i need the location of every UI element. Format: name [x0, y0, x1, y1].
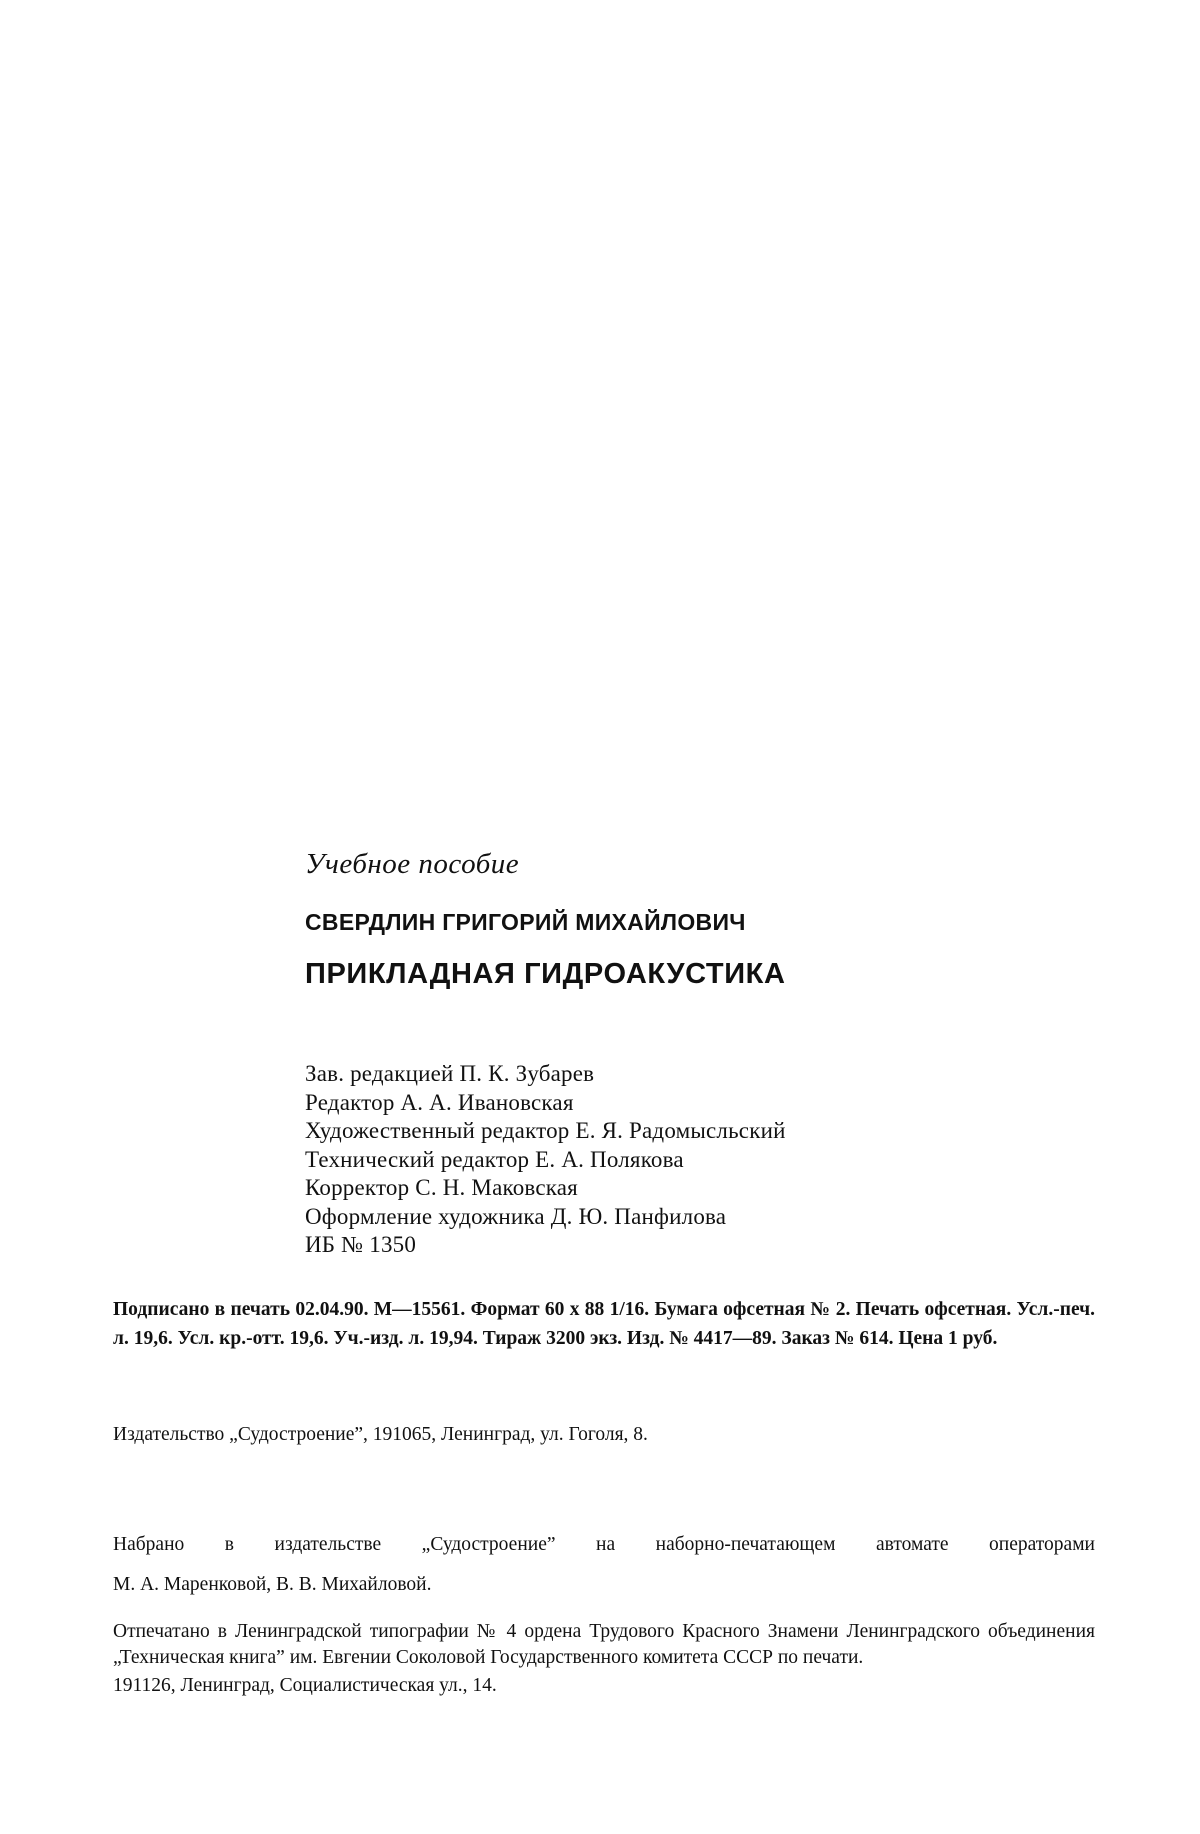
credit-line: Технический редактор Е. А. Полякова — [305, 1146, 684, 1172]
publisher-line: Издательство „Судостроение”, 191065, Ленинград, ул. Гоголя, 8. — [113, 1424, 648, 1445]
author-name: СВЕРДЛИН ГРИГОРИЙ МИХАЙЛОВИЧ — [305, 909, 746, 935]
typeset-operators: М. А. Маренковой, В. В. Михайловой. — [113, 1574, 432, 1595]
imprint-paragraph: Подписано в печать 02.04.90. М—15561. Формат 60 x 88 1/16. Бумага офсетная № 2. Печать офсетная. Усл.-печ. л. 19,6. Усл. кр.-отт. 19,6. Уч.-изд. л. 19,94. Тираж 3200 экз. Изд. № 4417—89. Заказ № 614. Цена 1 руб. — [113, 1299, 1095, 1349]
credit-line: ИБ № 1350 — [305, 1232, 417, 1257]
typeset-note — [113, 1530, 1095, 1599]
printer-address: 191126, Ленинград, Социалистическая ул., 14. — [113, 1675, 497, 1696]
typeset-line: Набрано в издательстве „Судостроение” на наборно-печатающем автомате операторами — [113, 1534, 1095, 1555]
credit-line: Оформление художника Д. Ю. Панфилова — [305, 1203, 727, 1229]
printed-text: Отпечатано в Ленинградской типографии № 4 ордена Трудового Красного Знамени Ленинградского объединения „Техническая книга” им. Евгении Соколовой Государственного комитета СССР по печати. — [113, 1621, 1095, 1668]
printed-note — [113, 1619, 1095, 1699]
credit-line: Художественный редактор Е. Я. Радомысльский — [305, 1118, 786, 1143]
credits-list — [305, 1060, 1065, 1260]
series-label: Учебное пособие — [305, 848, 520, 880]
credit-line: Корректор С. Н. Маковская — [305, 1175, 578, 1200]
credit-line: Редактор А. А. Ивановская — [305, 1089, 574, 1115]
credit-line: Зав. редакцией П. К. Зубарев — [305, 1061, 595, 1086]
title-block — [305, 848, 1025, 991]
book-title: ПРИКЛАДНАЯ ГИДРОАКУСТИКА — [305, 958, 786, 990]
